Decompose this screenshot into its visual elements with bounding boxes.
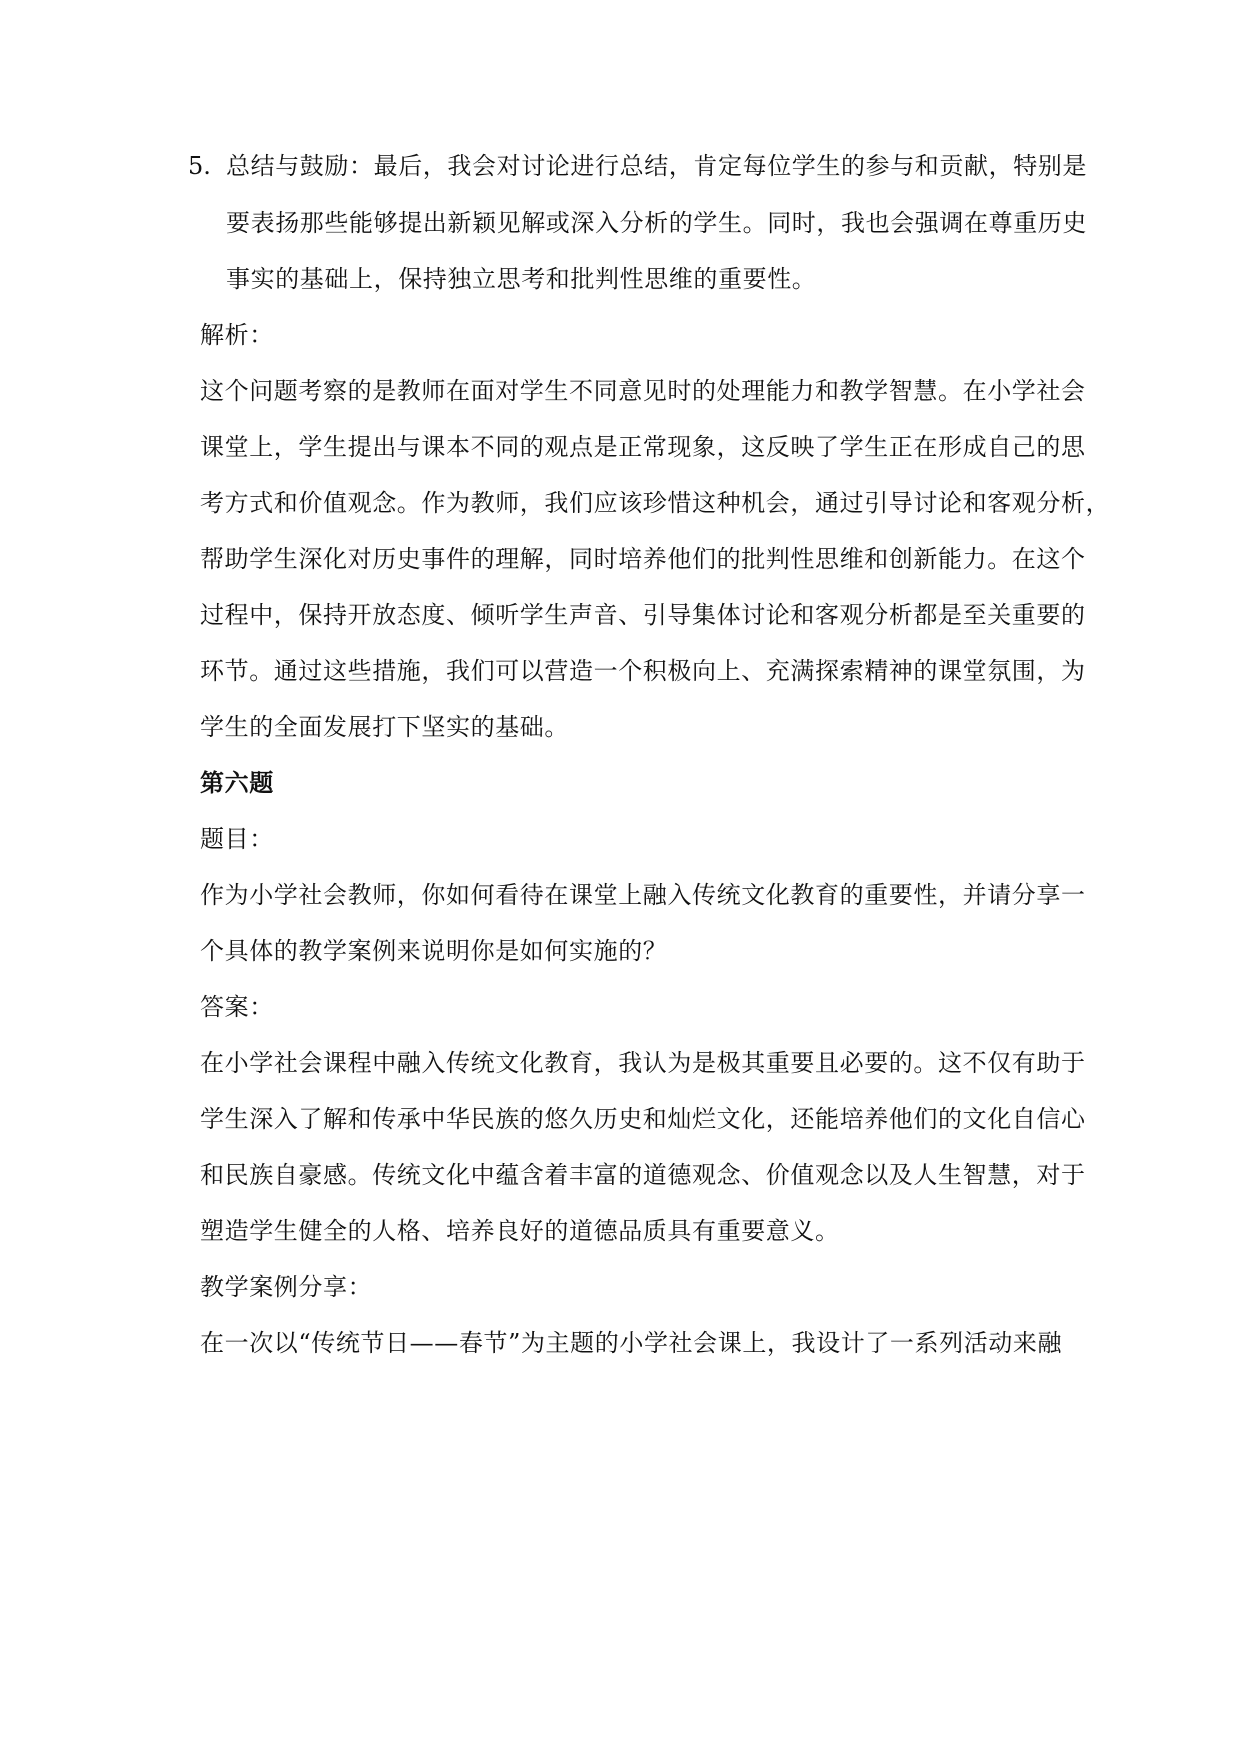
item5-line-1: 总结与鼓励：最后，我会对讨论进行总结，肯定每位学生的参与和贡献，特别是 (226, 152, 1087, 180)
item5-line-2: 要表扬那些能够提出新颖见解或深入分析的学生。同时，我也会强调在尊重历史 (226, 209, 1087, 237)
item5-line-3: 事实的基础上，保持独立思考和批判性思维的重要性。 (226, 265, 817, 293)
section-heading: 第六题 (200, 768, 274, 797)
analysis-line-3: 考方式和价值观念。作为教师，我们应该珍惜这种机会，通过引导讨论和客观分析， (200, 489, 1111, 517)
question-line-1: 作为小学社会教师，你如何看待在课堂上融入传统文化教育的重要性，并请分享一 (200, 881, 1086, 909)
analysis-line-1: 这个问题考察的是教师在面对学生不同意见时的处理能力和教学智慧。在小学社会 (200, 377, 1086, 405)
answer-line-1: 在小学社会课程中融入传统文化教育，我认为是极其重要且必要的。这不仅有助于 (200, 1049, 1086, 1077)
analysis-line-4: 帮助学生深化对历史事件的理解，同时培养他们的批判性思维和创新能力。在这个 (200, 545, 1086, 573)
case-line-1: 在一次以“传统节日——春节”为主题的小学社会课上，我设计了一系列活动来融 (200, 1329, 1063, 1357)
question-label: 题目： (200, 825, 274, 853)
analysis-label: 解析： (200, 321, 274, 349)
analysis-line-5: 过程中，保持开放态度、倾听学生声音、引导集体讨论和客观分析都是至关重要的 (200, 601, 1086, 629)
analysis-line-7: 学生的全面发展打下坚实的基础。 (200, 713, 569, 741)
answer-line-2: 学生深入了解和传承中华民族的悠久历史和灿烂文化，还能培养他们的文化自信心 (200, 1105, 1086, 1133)
answer-line-3: 和民族自豪感。传统文化中蕴含着丰富的道德观念、价值观念以及人生智慧，对于 (200, 1161, 1086, 1189)
answer-line-4: 塑造学生健全的人格、培养良好的道德品质具有重要意义。 (200, 1217, 840, 1245)
list-number: 5. (188, 152, 211, 180)
analysis-line-6: 环节。通过这些措施，我们可以营造一个积极向上、充满探索精神的课堂氛围，为 (200, 657, 1086, 685)
analysis-line-2: 课堂上，学生提出与课本不同的观点是正常现象，这反映了学生正在形成自己的思 (200, 433, 1086, 461)
case-label: 教学案例分享： (200, 1273, 373, 1301)
question-line-2: 个具体的教学案例来说明你是如何实施的？ (200, 937, 668, 965)
answer-label: 答案： (200, 993, 274, 1021)
